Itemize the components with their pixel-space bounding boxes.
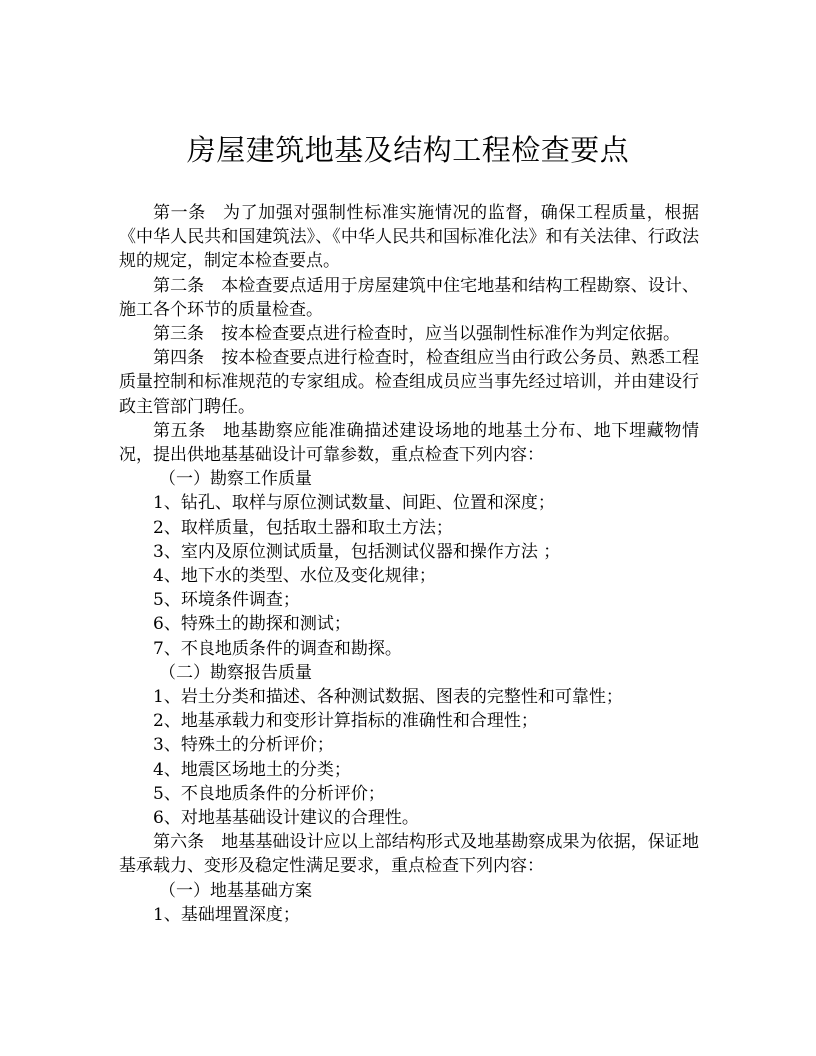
article-1 (119, 201, 699, 274)
list-item: 7、不良地质条件的调查和勘探。 (153, 638, 402, 659)
document-title: 房屋建筑地基及结构工程检查要点 (186, 133, 630, 167)
article-text: 按本检查要点进行检查时，应当以强制性标准作为判定依据。 (221, 324, 680, 345)
article-heading: 第二条 (153, 275, 205, 296)
article-heading: 第四条 (153, 348, 205, 369)
article-text: 地基勘察应能准确描述建设场地的地基土分布、地下埋藏物情况，提出供地基基础设计可靠参数，重点检查下列内容： (119, 420, 700, 466)
list-item: 5、环境条件调查； (153, 590, 300, 611)
article-heading: 第一条 (153, 203, 206, 223)
article-text: 按本检查要点进行检查时，检查组应当由行政公务员、熟悉工程质量控制和标准规范的专家组成。检查组成员应当事先经过培训，并由建设行政主管部门聘任。 (119, 348, 700, 417)
article-text: 为了加强对强制性标准实施情况的监督，确保工程质量，根据《中华人民共和国建筑法》、《中华人民共和国标准化法》和有关法律、行政法规的规定，制定本检查要点。 (119, 203, 700, 272)
article-2 (119, 274, 699, 322)
article-5 (119, 419, 699, 467)
list-item: 6、特殊土的勘探和测试； (153, 614, 351, 635)
article-heading: 第六条 (153, 832, 205, 853)
list-item: 2、取样质量，包括取土器和取土方法； (153, 517, 453, 538)
list-item: 4、地下水的类型、水位及变化规律； (153, 566, 436, 587)
list-item: 1、基础埋置深度； (153, 904, 300, 925)
list-item: 2、地基承载力和变形计算指标的准确性和合理性； (153, 711, 538, 732)
list-item: 4、地震区场地土的分类； (153, 759, 351, 780)
article-6 (119, 830, 699, 878)
list-item: 6、对地基基础设计建议的合理性。 (153, 808, 419, 829)
list-item: 3、特殊土的分析评价； (153, 735, 334, 756)
list-item: 3、室内及原位测试质量，包括测试仪器和操作方法 ； (153, 541, 561, 562)
article-heading: 第五条 (153, 420, 206, 441)
article-3 (119, 322, 699, 346)
section-heading-survey-report: （二）勘察报告质量 (159, 662, 312, 683)
document-body (119, 201, 699, 927)
list-item: 1、岩土分类和描述、各种测试数据、图表的完整性和可靠性； (153, 687, 623, 708)
article-text: 地基基础设计应以上部结构形式及地基勘察成果为依据，保证地基承载力、变形及稳定性满足要求，重点检查下列内容： (119, 832, 700, 877)
list-item: 1、钻孔、取样与原位测试数量、间距、位置和深度； (153, 493, 555, 514)
list-item: 5、不良地质条件的分析评价； (153, 783, 385, 804)
section-heading-foundation-scheme: （一）地基基础方案 (159, 880, 312, 901)
article-4 (119, 346, 699, 419)
section-heading-survey-work: （一）勘察工作质量 (159, 469, 312, 490)
article-heading: 第三条 (153, 324, 204, 345)
article-text: 本检查要点适用于房屋建筑中住宅地基和结构工程勘察、设计、施工各个环节的质量检查。 (119, 275, 700, 320)
